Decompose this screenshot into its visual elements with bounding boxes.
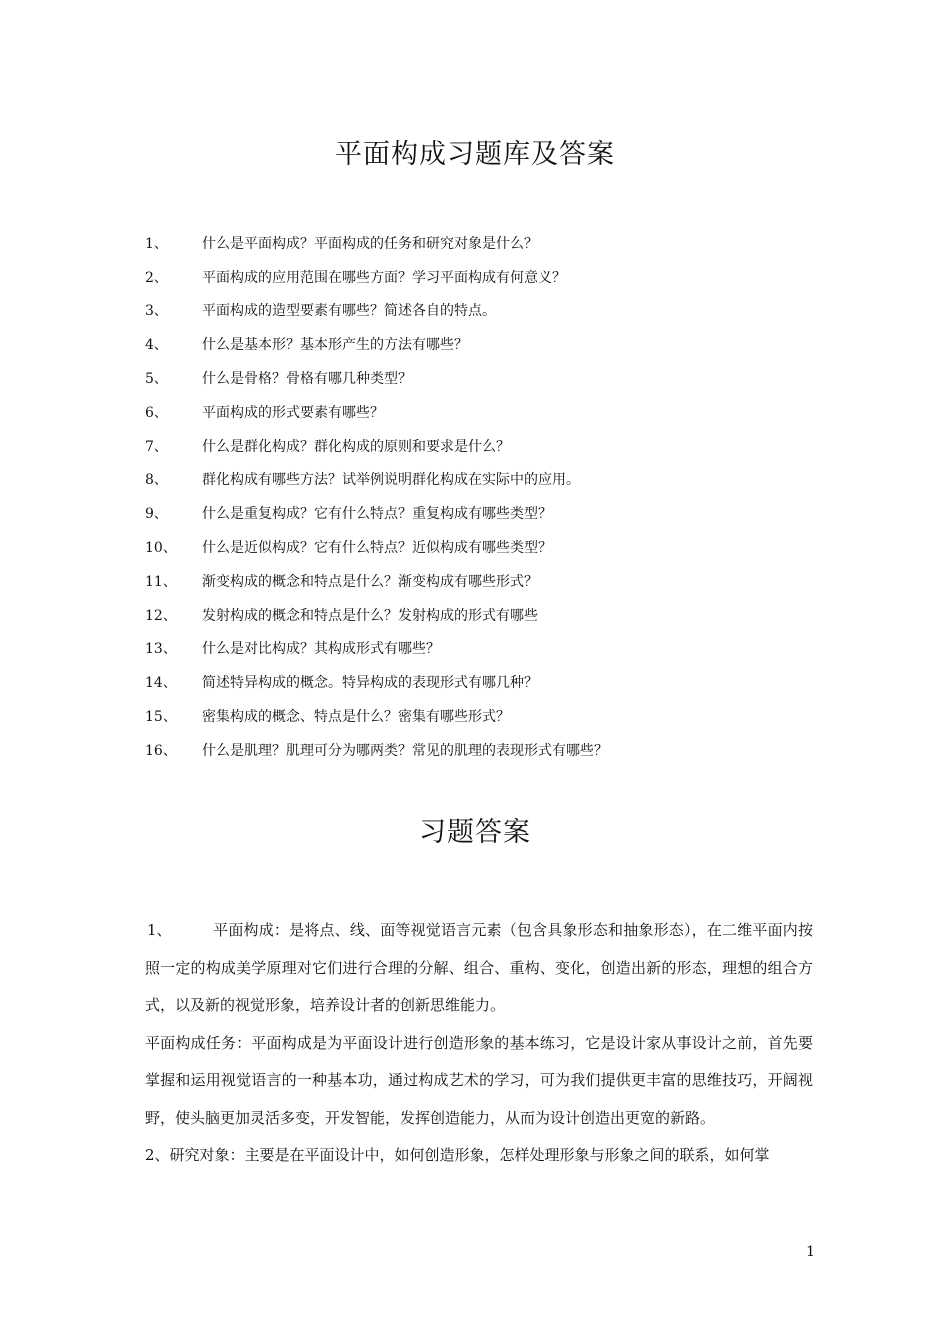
list-item — [145, 632, 845, 666]
list-item — [145, 327, 845, 361]
answer-number: 1、 — [147, 921, 172, 939]
question-number: 1、 — [145, 235, 168, 252]
question-text: 什么是对比构成？其构成形式有哪些？ — [202, 641, 440, 658]
question-number: 13、 — [145, 641, 177, 658]
list-item — [145, 530, 845, 564]
question-number: 4、 — [145, 337, 168, 354]
question-number: 16、 — [145, 742, 177, 759]
question-list — [145, 226, 845, 767]
question-text: 什么是基本形？基本形产生的方法有哪些？ — [202, 337, 468, 354]
answers-section — [145, 912, 813, 1175]
question-number: 11、 — [145, 573, 177, 590]
question-number: 2、 — [145, 269, 168, 286]
question-number: 9、 — [145, 506, 168, 523]
question-number: 3、 — [145, 303, 168, 320]
question-number: 6、 — [145, 404, 168, 421]
question-text: 平面构成的形式要素有哪些？ — [202, 404, 384, 421]
answers-title: 习题答案 — [419, 817, 531, 848]
answer-paragraph-task: 平面构成任务：平面构成是为平面设计进行创造形象的基本练习，它是设计家从事设计之前，首先要掌握和运用视觉语言的一种基本功，通过构成艺术的学习，可为我们提供更丰富的思维技巧，开阔视野，使头脑更加灵活多变，开发智能，发挥创造能力，从而为设计创造出更宽的新路。 — [145, 1033, 813, 1127]
list-item — [145, 699, 845, 733]
question-text: 什么是骨格？骨格有哪几种类型？ — [202, 371, 412, 388]
question-text: 平面构成的应用范围在哪些方面？学习平面构成有何意义？ — [202, 269, 566, 286]
question-text: 群化构成有哪些方法？试举例说明群化构成在实际中的应用。 — [202, 472, 580, 489]
list-item — [145, 260, 845, 294]
question-text: 什么是近似构成？它有什么特点？近似构成有哪些类型？ — [202, 540, 552, 557]
answer-text: 平面构成：是将点、线、面等视觉语言元素（包含具象形态和抽象形态），在二维平面内按照一定的构成美学原理对它们进行合理的分解、组合、重构、变化，创造出新的形态，理想的组合方式，以及新的视觉形象，培养设计者的创新思维能力。 — [145, 921, 813, 1014]
question-number: 10、 — [145, 540, 177, 557]
list-item — [145, 463, 845, 497]
question-number: 7、 — [145, 438, 168, 455]
list-item — [145, 665, 845, 699]
list-item — [145, 226, 845, 260]
question-number: 14、 — [145, 675, 177, 692]
question-number: 8、 — [145, 472, 168, 489]
list-item — [145, 598, 845, 632]
document-title: 平面构成习题库及答案 — [335, 139, 615, 170]
question-text: 什么是重复构成？它有什么特点？重复构成有哪些类型？ — [202, 506, 552, 523]
question-text: 什么是平面构成？平面构成的任务和研究对象是什么？ — [202, 235, 538, 252]
question-number: 12、 — [145, 607, 177, 624]
list-item — [145, 294, 845, 328]
list-item — [145, 361, 845, 395]
list-item — [145, 429, 845, 463]
question-text: 发射构成的概念和特点是什么？发射构成的形式有哪些 — [202, 607, 538, 624]
question-number: 15、 — [145, 709, 177, 726]
question-text: 渐变构成的概念和特点是什么？渐变构成有哪些形式？ — [202, 573, 538, 590]
list-item — [145, 395, 845, 429]
question-text: 简述特异构成的概念。特异构成的表现形式有哪几种？ — [202, 675, 538, 692]
list-item — [145, 496, 845, 530]
list-item — [145, 564, 845, 598]
page-number: 1 — [806, 1244, 815, 1260]
question-number: 5、 — [145, 371, 168, 388]
answer-paragraph-1 — [145, 912, 813, 1025]
question-text: 密集构成的概念、特点是什么？密集有哪些形式？ — [202, 709, 510, 726]
list-item — [145, 733, 845, 767]
question-text: 什么是群化构成？群化构成的原则和要求是什么？ — [202, 438, 510, 455]
question-text: 什么是肌理？肌理可分为哪两类？常见的肌理的表现形式有哪些？ — [202, 742, 608, 759]
answer-paragraph-2: 2、研究对象：主要是在平面设计中，如何创造形象，怎样处理形象与形象之间的联系，如何掌 — [145, 1146, 770, 1164]
question-text: 平面构成的造型要素有哪些？简述各自的特点。 — [202, 303, 496, 320]
